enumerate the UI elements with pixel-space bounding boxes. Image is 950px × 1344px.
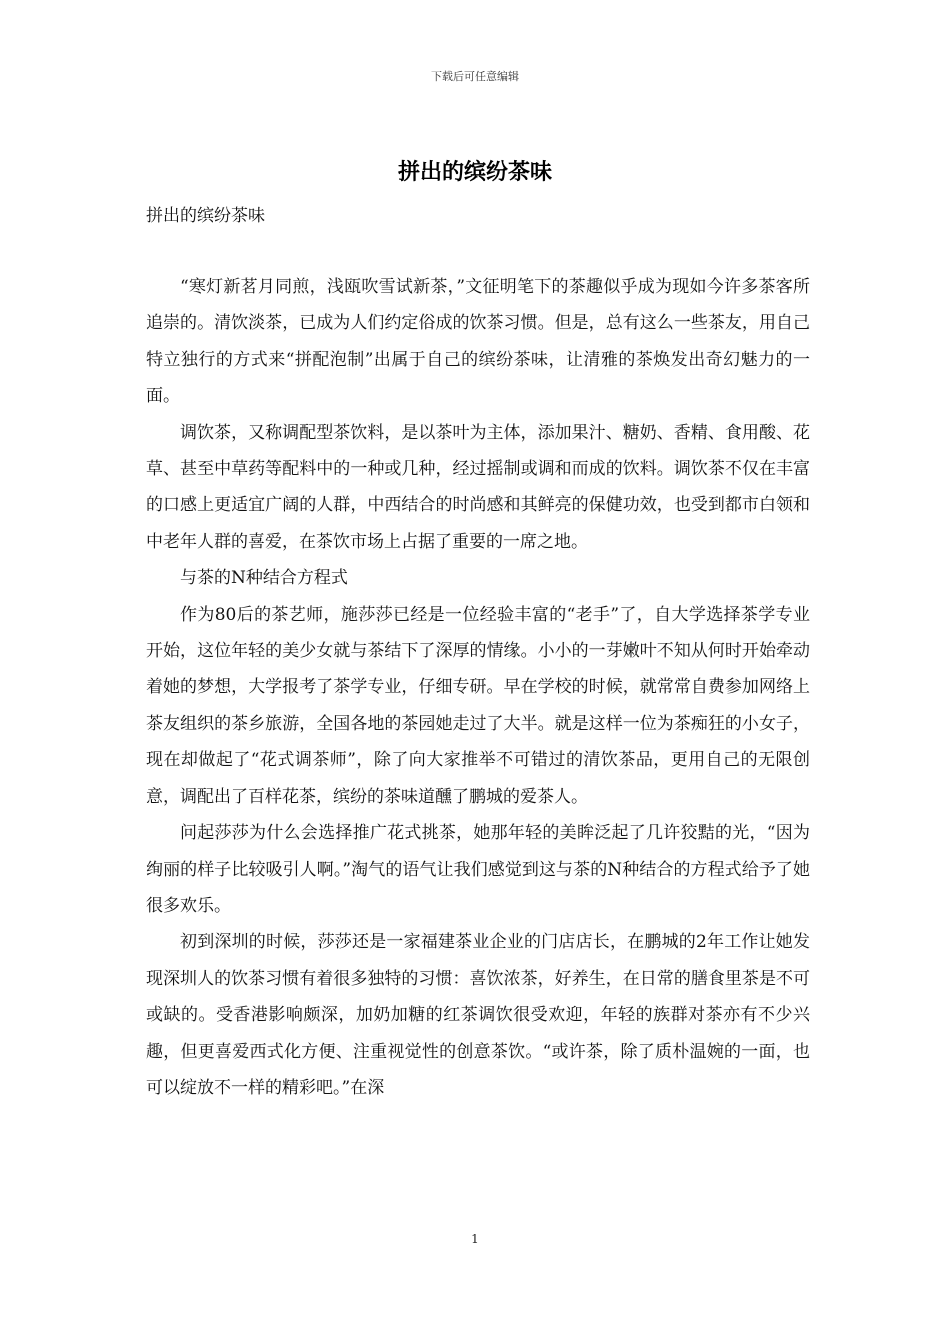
document-subtitle: 拼出的缤纷茶味 [146, 206, 265, 226]
paragraph: “寒灯新茗月同煎，浅瓯吹雪试新茶，”文征明笔下的茶趣似乎成为现如今许多茶客所追崇的。清饮淡茶，已成为人们约定俗成的饮茶习惯。但是，总有这么一些茶友，用自己特立独行的方式来“拼配泡制”出属于自己的缤纷茶味，让清雅的茶焕发出奇幻魅力的一面。 [146, 277, 810, 407]
paragraph: 问起莎莎为什么会选择推广花式挑茶，她那年轻的美眸泛起了几许狡黠的光，“因为绚丽的样子比较吸引人啊。”淘气的语气让我们感觉到这与茶的N种结合的方程式给予了她很多欢乐。 [146, 823, 810, 916]
paragraph: 调饮茶，又称调配型茶饮料，是以茶叶为主体，添加果汁、糖奶、香精、食用酸、花草、甚至中草药等配料中的一种或几种，经过摇制或调和而成的饮料。调饮茶不仅在丰富的口感上更适宜广阔的人群，中西结合的时尚感和其鲜亮的保健功效，也受到都市白领和中老年人群的喜爱，在茶饮市场上占据了重要的一席之地。 [146, 422, 810, 552]
document-body [146, 269, 810, 1106]
section-heading: 与茶的N种结合方程式 [180, 568, 348, 589]
paragraph: 作为80后的茶艺师，施莎莎已经是一位经验丰富的“老手”了，自大学选择茶学专业开始，这位年轻的美少女就与茶结下了深厚的情缘。小小的一芽嫩叶不知从何时开始牵动着她的梦想，大学报考了茶学专业，仔细专研。早在学校的时候，就常常自费参加网络上茶友组织的茶乡旅游，全国各地的茶园她走过了大半。就是这样一位为茶痴狂的小女子，现在却做起了“花式调茶师”，除了向大家推举不可错过的清饮茶品，更用自己的无限创意，调配出了百样花茶，缤纷的茶味道醺了鹏城的爱茶人。 [146, 604, 810, 807]
paragraph: 初到深圳的时候，莎莎还是一家福建茶业企业的门店店长，在鹏城的2年工作让她发现深圳人的饮茶习惯有着很多独特的习惯：喜饮浓茶，好养生，在日常的膳食里茶是不可或缺的。受香港影响颇深，加奶加糖的红茶调饮很受欢迎，年轻的族群对茶亦有不少兴趣，但更喜爱西式化方便、注重视觉性的创意茶饮。“或许茶，除了质朴温婉的一面，也可以绽放不一样的精彩吧。”在深 [146, 932, 810, 1098]
document-title: 拼出的缤纷茶味 [397, 159, 552, 185]
page-number: 1 [471, 1232, 479, 1246]
page-header: 下载后可任意编辑 [431, 70, 519, 83]
